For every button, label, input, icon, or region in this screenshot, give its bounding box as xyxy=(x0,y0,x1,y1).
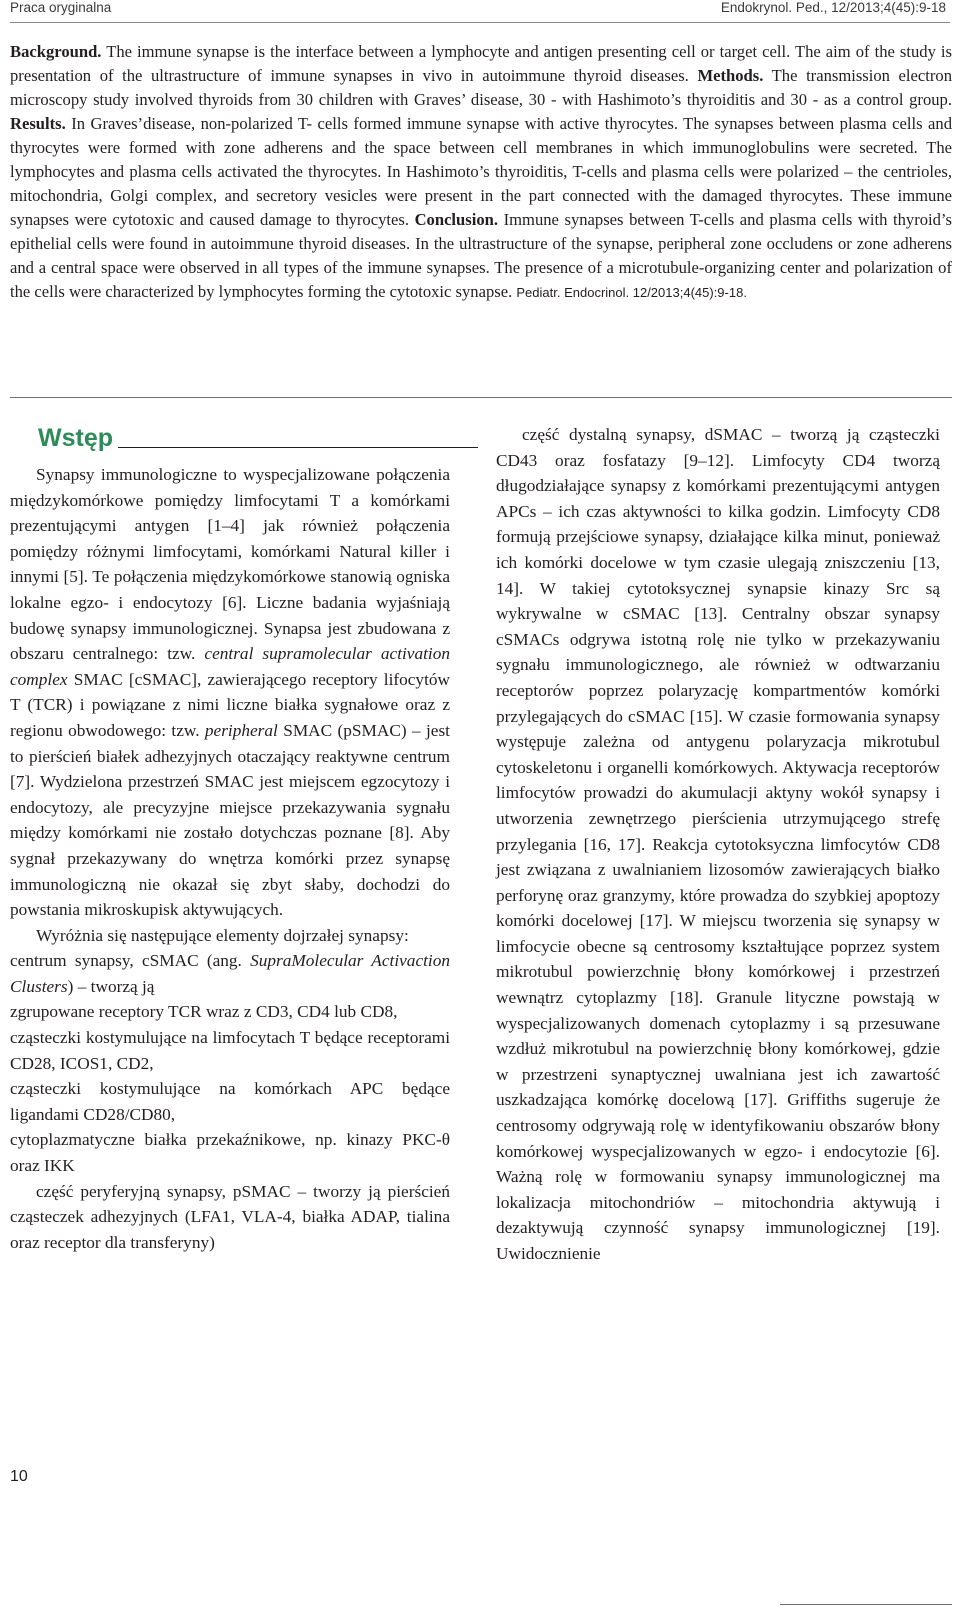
running-header xyxy=(10,0,950,23)
abstract-results-label: Results. xyxy=(10,114,66,133)
right-paragraph-1: część dystalną synapsy, dSMAC – tworzą ją cząsteczki CD43 oraz fosfatazy [9–12]. Limfocyty CD4 tworzą długodziałające synapsy z komórkami prezentującymi antygen APCs – ich czas aktywności to kilka godzin. Limfocyty CD8 formują przejściowe synapsy, działające kilka minut, ponieważ ich komórki docelowe w tym czasie ulegają zniszczeniu [13, 14]. W takiej cytotoksycznej synapsie kinazy Src są wykrywalne w cSMAC [13]. Centralny obszar synapsy cSMACs odgrywa istotną rolę nie tylko w przekazywaniu sygnału immunologicznego, ale również w odtwarzaniu receptorów poprzez polaryzację kompartmentów komórki przylegających do cSMAC [15]. W czasie formowania synapsy występuje zależna od antygenu polaryzacja mikrotubul cytoskeletonu i organelli komórkowych. Aktywacja receptorów limfocytów prowadzi do akumulacji aktyny wokół synapsy i utworzenia zewnętrzego pierścienia utrzymującego strefę przylegania [16, 17]. Reakcja cytotoksyczna limfocytów CD8 jest związana z uwalnianiem lizosomów zawierających białko perforynę oraz granzymy, które prowadza do szybkiej apoptozy komórki docelowej [17]. W miejscu tworzenia się synapsy w limfocycie obecne są centrosomy kształtujące poprzez system mikrotubul powierzchnię błony komórkowej i przestrzeń wewnątrz cytoplazmy [18]. Granule lityczne powstają w wyspecjalizowanych domenach cytoplazmy i są przesuwane wzdłuż mikrotubul na powierzchnię błony komórkowej, gdzie w przestrzeni synaptycznej uwalniana jest ich zawartość uszkadzająca komórkę docelową [17]. Griffiths sugeruje że centrosomy odgrywają rolę w identyfikowaniu obszarów błony komórkowej wyspecjalizowanych w egzo- i endocytozie [6]. Ważną rolę w formowaniu synapsy immunologicznej ma lokalizacja mitochondriów – mitochondria aktywują i dezaktywują czynność synapsy immunologicznej [19]. Uwidocznienie xyxy=(496,425,940,1263)
right-column xyxy=(496,422,940,1267)
intro-paragraph-1 xyxy=(10,462,450,923)
abstract-background-text: The immune synapse is the interface between a lymphocyte and antigen presenting cell or target cell. The aim of the study is presentation of the ultrastructure of immune synapses in vivo in autoimmune thyroid diseases. xyxy=(10,42,952,85)
abstract xyxy=(10,40,952,305)
list-item: cząsteczki kostymulujące na komórkach APC będące ligandami CD28/CD80, xyxy=(10,1079,450,1124)
intro-italic-term-1: central supramolecular activation complex xyxy=(10,644,450,689)
intro-paragraph-2: Wyróżnia się następujące elementy dojrzałej synapsy: xyxy=(36,925,409,945)
list-item xyxy=(10,948,450,999)
abstract-background-label: Background. xyxy=(10,42,102,61)
list-item: cytoplazmatyczne białka przekaźnikowe, np. kinazy PKC-θ oraz IKK xyxy=(10,1130,450,1176)
list-item-text: centrum synapsy, cSMAC (ang. xyxy=(10,951,251,971)
footer-rule xyxy=(780,1604,952,1605)
abstract-divider xyxy=(10,397,952,398)
abstract-methods-label: Methods. xyxy=(697,66,764,85)
abstract-conclusion-label: Conclusion. xyxy=(414,210,499,229)
intro-text-b: SMAC [cSMAC], zawierającego receptory lifocytów T (TCR) i powiązane z nimi liczne białka sygnałowe oraz z regionu obwodowego: tzw. xyxy=(10,669,450,740)
abstract-results-text: In Graves’disease, non-polarized T- cells formed immune synapse with active thyrocytes. The synapses between plasma cells and thyrocytes were formed with zone adherens and the space between cell membranes in which immunoglobulins were secreted. The lymphocytes and plasma cells activated the thyrocytes. In Hashimoto’s thyroiditis, T-cells and plasma cells were polarized – the centrioles, mitochondria, Golgi complex, and secretory vesicles were present in the part connected with the damaged thyrocytes. These immune synapses were cytotoxic and caused damage to thyrocytes. xyxy=(10,114,952,229)
list-item: cząsteczki kostymulujące na limfocytach T będące receptorami CD28, ICOS1, CD2, xyxy=(10,1028,450,1073)
list-item: zgrupowane receptory TCR wraz z CD3, CD4 lub CD8, xyxy=(10,1002,398,1022)
abstract-methods-text: The transmission electron microscopy study involved thyroids from 30 children with Graves’ disease, 30 - with Hashimoto’s thyroiditis and 30 - as a control group. xyxy=(10,66,952,109)
list-item-italic: SupraMolecular Activaction Clusters xyxy=(10,951,450,996)
intro-text-a: Synapsy immunologiczne to wyspecjalizowane połączenia międzykomórkowe pomiędzy limfocytami T a komórkami prezentującymi antygen [1–4] jak również połączenia pomiędzy różnymi limfocytami, komórkami Natural killer i innymi [5]. Te połączenia międzykomórkowe stanowią ogniska lokalne egzo- i endocytozy [6]. Liczne badania wyjaśniają budowę synapsy immunologicznej. Synapsa jest zbudowana z obszaru centralnego: tzw. xyxy=(10,465,450,664)
intro-text-c: SMAC (pSMAC) – jest to pierścień białek adhezyjnych otaczający reaktywne centrum [7]. Wydzielona przestrzeń SMAC jest miejscem egzocytozy i endocytozy, ale precyzyjne miejsce przekazywania sygnału między komórkami nie zostało dotychczas poznane [8]. Aby sygnał przekazywany do wnętrza komórki przez synapsę immunologiczną nie okazał się zbyt słaby, dochodzi do powstania mikroskupisk aktywujących. xyxy=(10,720,450,920)
heading-underline xyxy=(118,447,478,448)
intro-italic-term-2: peripheral xyxy=(204,720,278,740)
header-article-type: Praca oryginalna xyxy=(10,0,112,15)
abstract-conclusion-text: Immune synapses between T-cells and plasma cells with thyroid’s epithelial cells were found in autoimmune thyroid diseases. In the ultrastructure of the synapse, peripheral zone occludens or zone adherens and a central space were observed in all types of the immune synapses. The presence of a microtubule-organizing center and polarization of the cells were characterized by lymphocytes forming the cytotoxic synapse. xyxy=(10,210,952,301)
list-item-text: ) – tworzą ją xyxy=(67,976,155,996)
intro-paragraph-3: część peryferyjną synapsy, pSMAC – tworzy ją pierścień cząsteczek adhezyjnych (LFA1, VLA-4, białka ADAP, tialina oraz receptor dla transferyny) xyxy=(10,1181,450,1252)
section-title: Wstęp xyxy=(38,424,113,452)
page-number: 10 xyxy=(10,1468,28,1485)
section-heading xyxy=(10,426,450,460)
header-journal-citation: Endokrynol. Ped., 12/2013;4(45):9-18 xyxy=(720,0,946,15)
abstract-citation: Pediatr. Endocrinol. 12/2013;4(45):9-18. xyxy=(516,285,747,300)
left-column xyxy=(10,426,450,1255)
